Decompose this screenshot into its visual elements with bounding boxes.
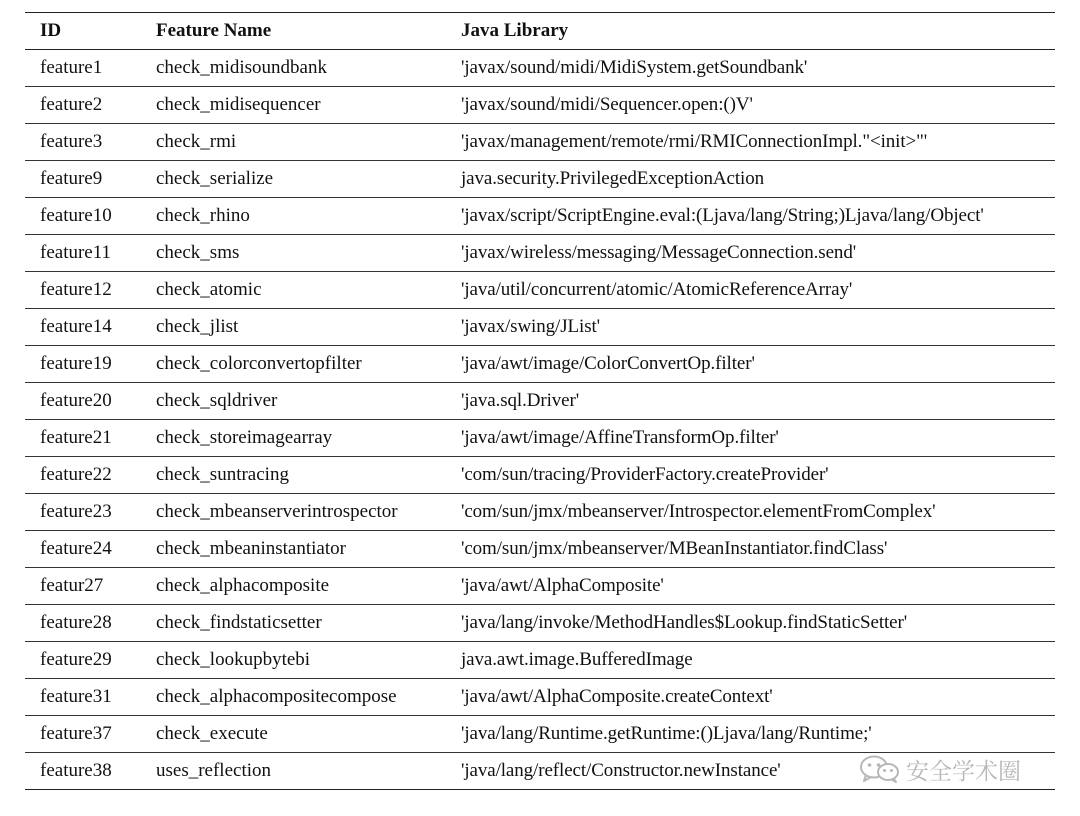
table-row bbox=[25, 716, 1055, 753]
cell-feature-name: check_rmi bbox=[141, 124, 446, 161]
cell-id: feature22 bbox=[25, 457, 141, 494]
cell-java-library: 'java/awt/image/AffineTransformOp.filter' bbox=[446, 420, 1055, 457]
header-feature-name: Feature Name bbox=[156, 20, 272, 41]
table-row bbox=[25, 568, 1055, 605]
cell-id: feature24 bbox=[25, 531, 141, 568]
cell-java-library: 'javax/management/remote/rmi/RMIConnectionImpl."<init>"' bbox=[446, 124, 1055, 161]
cell-id: feature10 bbox=[25, 198, 141, 235]
feature-table-container bbox=[25, 12, 1055, 790]
cell-feature-name: check_mbeaninstantiator bbox=[141, 531, 446, 568]
cell-java-library: 'java/util/concurrent/atomic/AtomicReferenceArray' bbox=[446, 272, 1055, 309]
table-row bbox=[25, 642, 1055, 679]
table-row bbox=[25, 198, 1055, 235]
cell-feature-name: check_rhino bbox=[141, 198, 446, 235]
cell-feature-name: check_alphacompositecompose bbox=[141, 679, 446, 716]
cell-feature-name: check_midisoundbank bbox=[141, 50, 446, 87]
cell-java-library: 'javax/swing/JList' bbox=[446, 309, 1055, 346]
cell-id: feature19 bbox=[25, 346, 141, 383]
table-header-row bbox=[25, 13, 1055, 50]
cell-feature-name: check_serialize bbox=[141, 161, 446, 198]
table-row bbox=[25, 383, 1055, 420]
cell-java-library: 'com/sun/jmx/mbeanserver/MBeanInstantiator.findClass' bbox=[446, 531, 1055, 568]
cell-id: feature38 bbox=[25, 753, 141, 790]
cell-java-library: 'javax/sound/midi/MidiSystem.getSoundbank' bbox=[446, 50, 1055, 87]
table-row bbox=[25, 494, 1055, 531]
cell-feature-name: check_findstaticsetter bbox=[141, 605, 446, 642]
watermark-text: 安全学术圈 bbox=[906, 758, 1021, 785]
cell-id: feature23 bbox=[25, 494, 141, 531]
cell-id: feature12 bbox=[25, 272, 141, 309]
cell-feature-name: check_alphacomposite bbox=[141, 568, 446, 605]
cell-feature-name: check_lookupbytebi bbox=[141, 642, 446, 679]
cell-java-library: 'javax/wireless/messaging/MessageConnection.send' bbox=[446, 235, 1055, 272]
table-row bbox=[25, 50, 1055, 87]
table-body bbox=[25, 50, 1055, 790]
cell-id: feature11 bbox=[25, 235, 141, 272]
cell-feature-name: uses_reflection bbox=[141, 753, 446, 790]
table-header bbox=[25, 13, 1055, 50]
cell-id: feature14 bbox=[25, 309, 141, 346]
cell-feature-name: check_midisequencer bbox=[141, 87, 446, 124]
feature-table bbox=[25, 12, 1055, 790]
cell-id: feature3 bbox=[25, 124, 141, 161]
cell-feature-name: check_execute bbox=[141, 716, 446, 753]
cell-java-library: 'java/awt/AlphaComposite' bbox=[446, 568, 1055, 605]
table-row bbox=[25, 346, 1055, 383]
header-id: ID bbox=[40, 20, 62, 41]
cell-java-library: 'javax/script/ScriptEngine.eval:(Ljava/lang/String;)Ljava/lang/Object' bbox=[446, 198, 1055, 235]
cell-feature-name: check_mbeanserverintrospector bbox=[141, 494, 446, 531]
table-row bbox=[25, 87, 1055, 124]
cell-feature-name: check_storeimagearray bbox=[141, 420, 446, 457]
cell-id: featur27 bbox=[25, 568, 141, 605]
table-row bbox=[25, 235, 1055, 272]
cell-java-library: java.awt.image.BufferedImage bbox=[446, 642, 1055, 679]
cell-feature-name: check_atomic bbox=[141, 272, 446, 309]
table-row bbox=[25, 420, 1055, 457]
cell-feature-name: check_jlist bbox=[141, 309, 446, 346]
cell-id: feature37 bbox=[25, 716, 141, 753]
cell-java-library: 'java/lang/invoke/MethodHandles$Lookup.findStaticSetter' bbox=[446, 605, 1055, 642]
cell-java-library: 'java/awt/AlphaComposite.createContext' bbox=[446, 679, 1055, 716]
table-row bbox=[25, 605, 1055, 642]
table-row bbox=[25, 161, 1055, 198]
cell-id: feature29 bbox=[25, 642, 141, 679]
cell-java-library: 'java.sql.Driver' bbox=[446, 383, 1055, 420]
table-row bbox=[25, 457, 1055, 494]
cell-java-library: 'com/sun/jmx/mbeanserver/Introspector.elementFromComplex' bbox=[446, 494, 1055, 531]
cell-id: feature2 bbox=[25, 87, 141, 124]
cell-id: feature21 bbox=[25, 420, 141, 457]
cell-java-library: 'java/lang/reflect/Constructor.newInstance' bbox=[446, 753, 1055, 790]
cell-id: feature31 bbox=[25, 679, 141, 716]
cell-id: feature20 bbox=[25, 383, 141, 420]
header-java-library: Java Library bbox=[461, 20, 569, 41]
cell-java-library: 'java/lang/Runtime.getRuntime:()Ljava/lang/Runtime;' bbox=[446, 716, 1055, 753]
cell-feature-name: check_colorconvertopfilter bbox=[141, 346, 446, 383]
cell-feature-name: check_sms bbox=[141, 235, 446, 272]
cell-java-library: java.security.PrivilegedExceptionAction bbox=[446, 161, 1055, 198]
cell-java-library: 'com/sun/tracing/ProviderFactory.createProvider' bbox=[446, 457, 1055, 494]
cell-id: feature9 bbox=[25, 161, 141, 198]
table-row bbox=[25, 679, 1055, 716]
table-row bbox=[25, 531, 1055, 568]
table-row bbox=[25, 309, 1055, 346]
table-row bbox=[25, 753, 1055, 790]
cell-java-library: 'java/awt/image/ColorConvertOp.filter' bbox=[446, 346, 1055, 383]
cell-feature-name: check_suntracing bbox=[141, 457, 446, 494]
cell-id: feature28 bbox=[25, 605, 141, 642]
table-row bbox=[25, 124, 1055, 161]
cell-id: feature1 bbox=[25, 50, 141, 87]
cell-java-library: 'javax/sound/midi/Sequencer.open:()V' bbox=[446, 87, 1055, 124]
cell-feature-name: check_sqldriver bbox=[141, 383, 446, 420]
table-row bbox=[25, 272, 1055, 309]
